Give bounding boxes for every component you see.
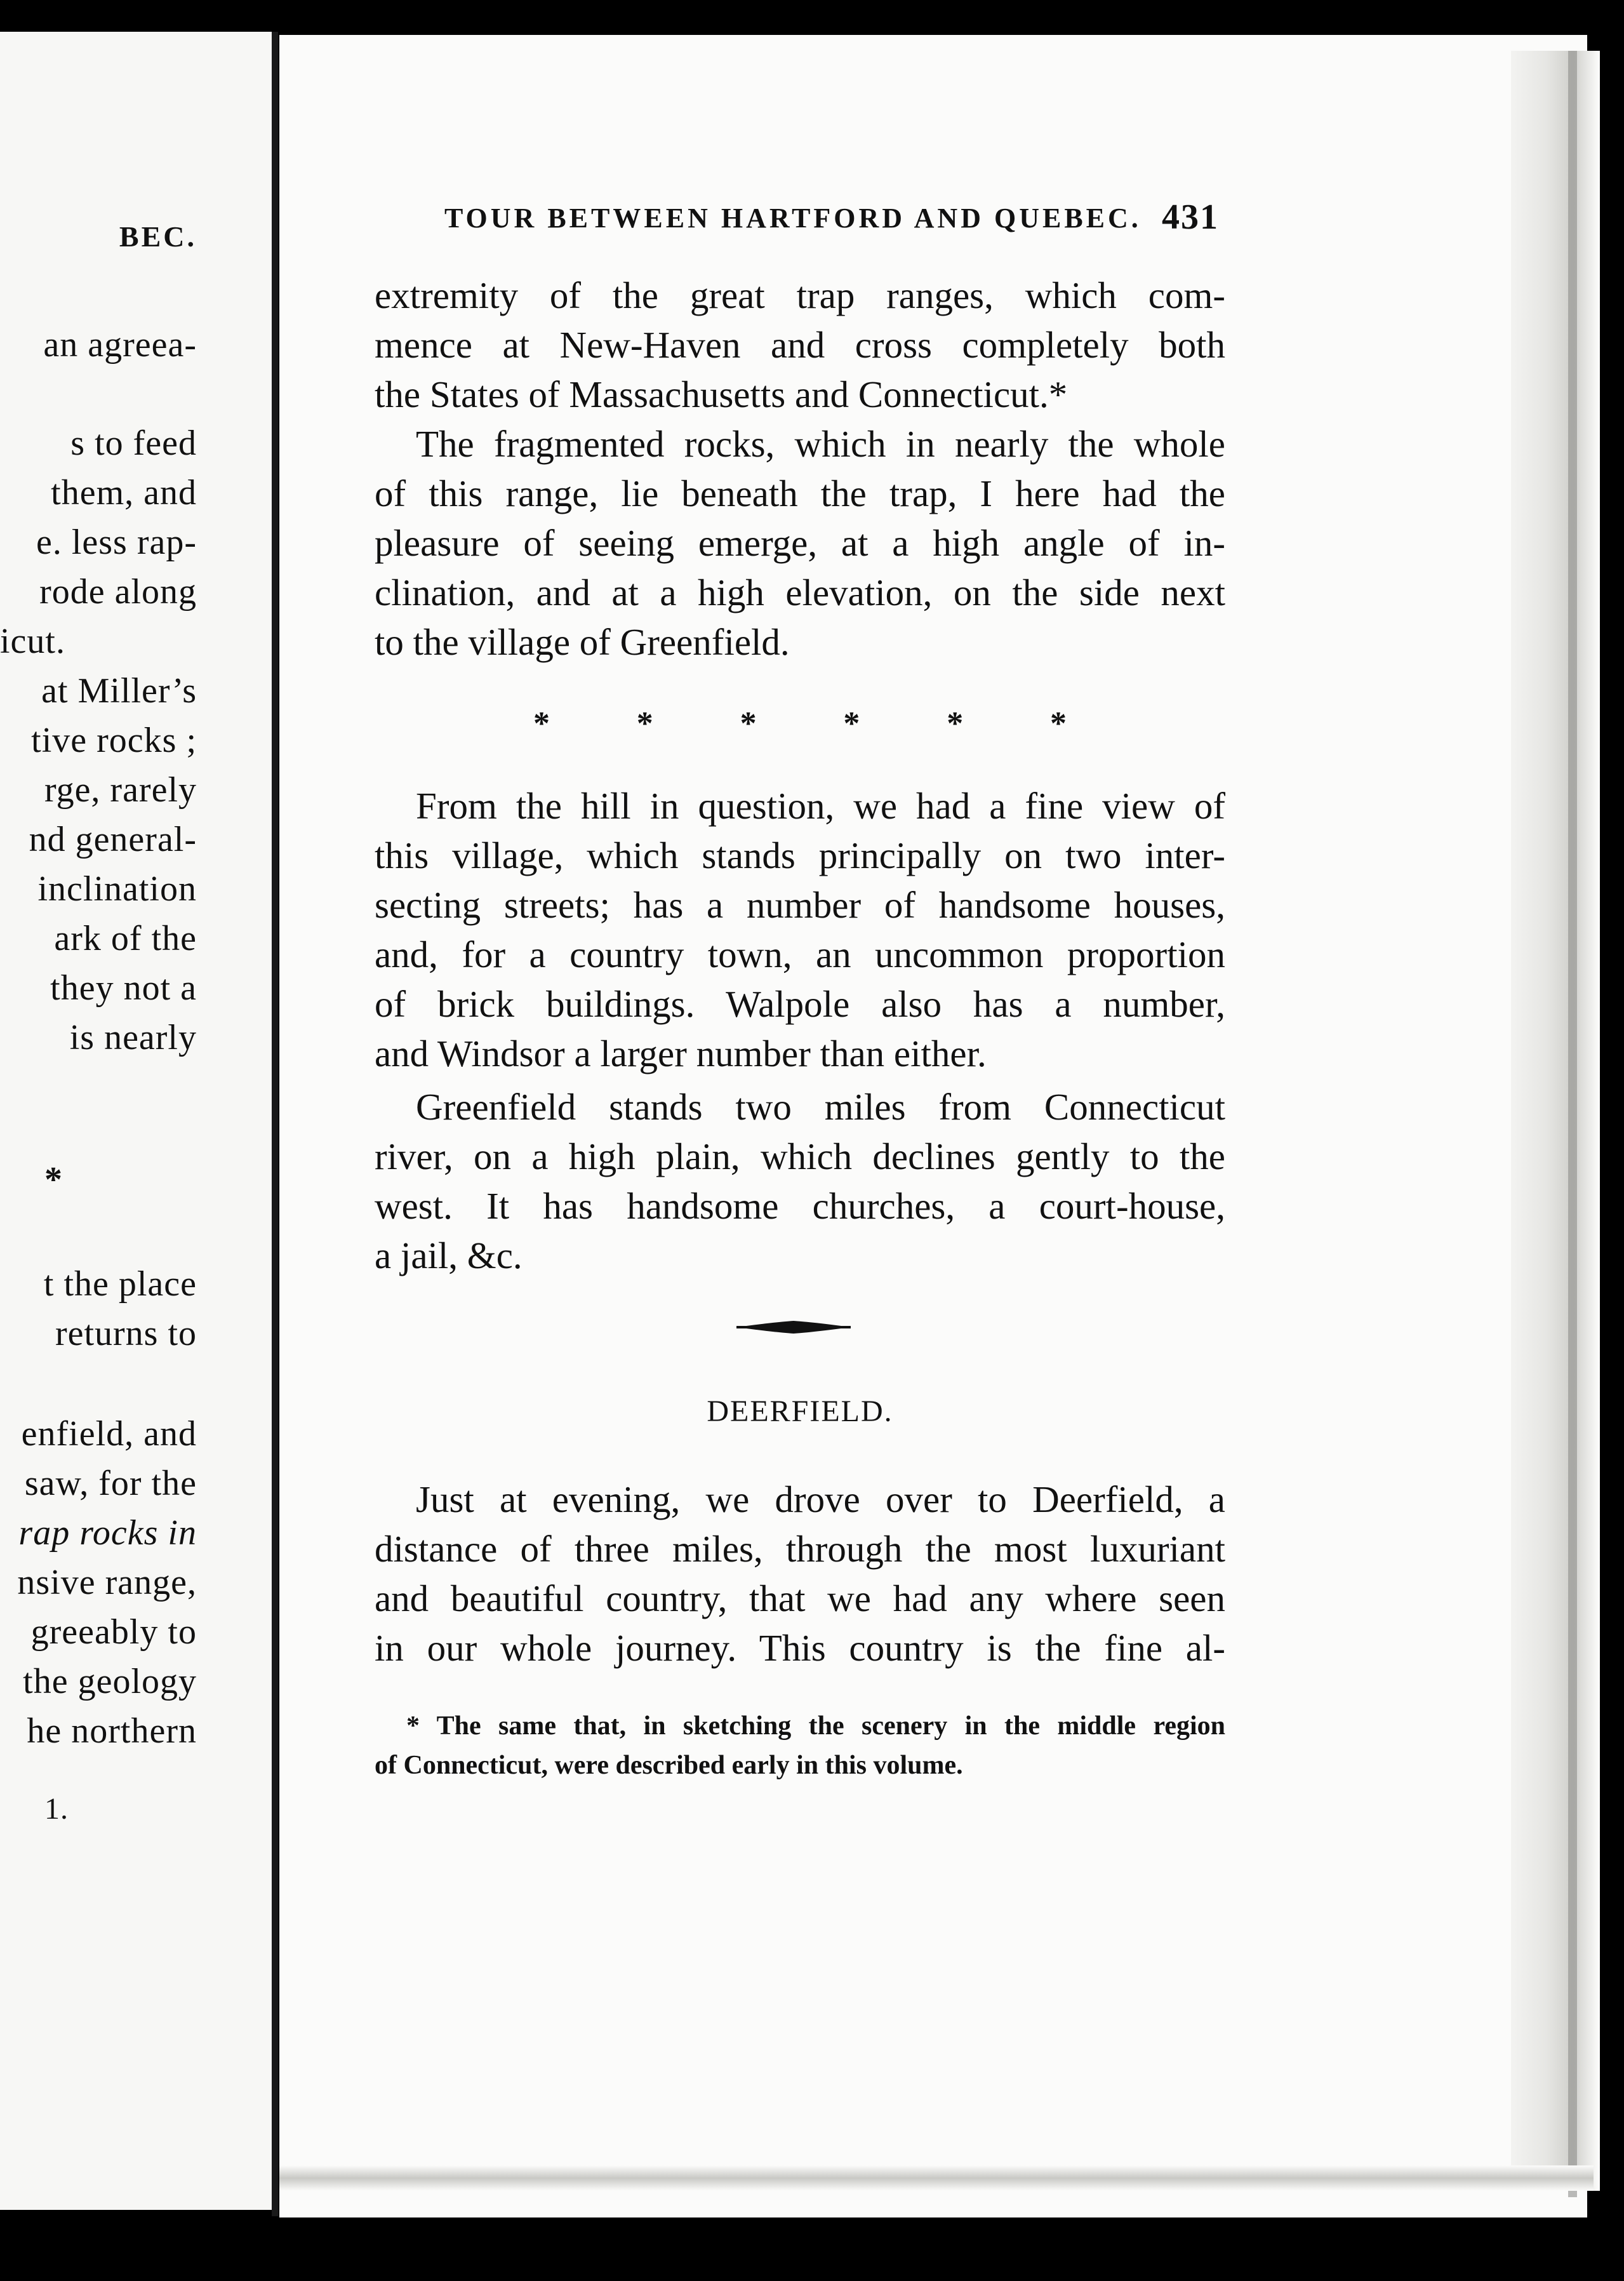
left-line: them, and (51, 473, 197, 512)
body-line: Just at evening, we drove over to Deerfield, a (416, 1478, 1225, 1520)
body-line: a jail, &c. (375, 1234, 522, 1276)
left-line: rode along (39, 572, 197, 612)
left-line: he northern (27, 1711, 197, 1751)
running-title: TOUR BETWEEN HARTFORD AND QUEBEC. (444, 203, 1141, 234)
body-line: From the hill in question, we had a fine view of (416, 785, 1225, 827)
left-line: icut. (0, 622, 65, 661)
left-line: enfield, and (21, 1414, 197, 1454)
asterisk: * (740, 706, 757, 742)
body-line: and beautiful country, that we had any where seen (375, 1577, 1225, 1619)
asterisk: * (947, 706, 964, 742)
left-line: is nearly (69, 1018, 197, 1057)
page-bottom-edge (279, 2165, 1594, 2191)
ornamental-rule-icon (736, 1314, 851, 1340)
footnote-line: * The same that, in sketching the scenery in the middle region (406, 1711, 1225, 1741)
asterisk: * (1049, 706, 1067, 742)
left-line: e. less rap- (36, 523, 197, 562)
section-break-asterisks (533, 705, 1067, 743)
left-line: the geology (23, 1662, 197, 1701)
body-line: to the village of Greenfield. (375, 621, 790, 663)
left-line: nd general- (29, 820, 197, 859)
left-footnote-mark: 1. (44, 1792, 69, 1826)
left-line: rge, rarely (44, 770, 197, 810)
left-star: * (44, 1160, 63, 1200)
body-line: this village, which stands principally on two inter- (375, 834, 1225, 876)
page-number: 431 (1162, 197, 1219, 237)
body-line: pleasure of seeing emerge, at a high angle of in- (375, 522, 1225, 564)
left-line: t the place (43, 1264, 197, 1304)
section-heading: DEERFIELD. (707, 1395, 893, 1428)
body-line: Greenfield stands two miles from Connecticut (416, 1086, 1225, 1128)
asterisk: * (843, 706, 860, 742)
body-line: distance of three miles, through the most luxuriant (375, 1528, 1225, 1570)
left-line: at Miller’s (41, 671, 197, 711)
body-line: mence at New-Haven and cross completely both (375, 324, 1225, 366)
body-line: in our whole journey. This country is the fine al- (375, 1627, 1225, 1669)
left-line: inclination (37, 869, 197, 909)
body-line: clination, and at a high elevation, on the side next (375, 572, 1225, 613)
left-line: s to feed (70, 424, 197, 463)
body-line: secting streets; has a number of handsome houses, (375, 884, 1225, 926)
body-line: west. It has handsome churches, a court-house, (375, 1185, 1225, 1227)
body-line: and, for a country town, an uncommon proportion (375, 933, 1225, 975)
left-line: nsive range, (17, 1563, 197, 1602)
body-line: river, on a high plain, which declines gently to the (375, 1135, 1225, 1177)
left-line: tive rocks ; (31, 721, 197, 760)
body-line: of brick buildings. Walpole also has a number, (375, 983, 1225, 1025)
left-running-head: BEC. (119, 220, 197, 253)
body-line: extremity of the great trap ranges, which com- (375, 274, 1225, 316)
body-line: of this range, lie beneath the trap, I here had the (375, 472, 1225, 514)
footnote-line: of Connecticut, were described early in this volume. (375, 1751, 963, 1780)
left-facing-page (0, 32, 273, 2210)
left-line: returns to (55, 1314, 197, 1353)
gutter (272, 32, 278, 2216)
page-edge-shadow (1568, 51, 1577, 2197)
left-line: an agreea- (43, 325, 197, 365)
running-header (444, 197, 1219, 235)
asterisk: * (636, 706, 653, 742)
left-line: they not a (50, 968, 197, 1008)
left-line: greeably to (30, 1612, 197, 1652)
body-line: and Windsor a larger number than either. (375, 1033, 987, 1074)
page-edge (1511, 51, 1600, 2191)
body-line: the States of Massachusetts and Connecticut.* (375, 373, 1068, 415)
left-line: ark of the (54, 919, 197, 958)
asterisk: * (533, 706, 550, 742)
body-line: The fragmented rocks, which in nearly the whole (416, 423, 1225, 465)
left-line: rap rocks in (18, 1513, 197, 1553)
left-line: saw, for the (24, 1464, 197, 1503)
